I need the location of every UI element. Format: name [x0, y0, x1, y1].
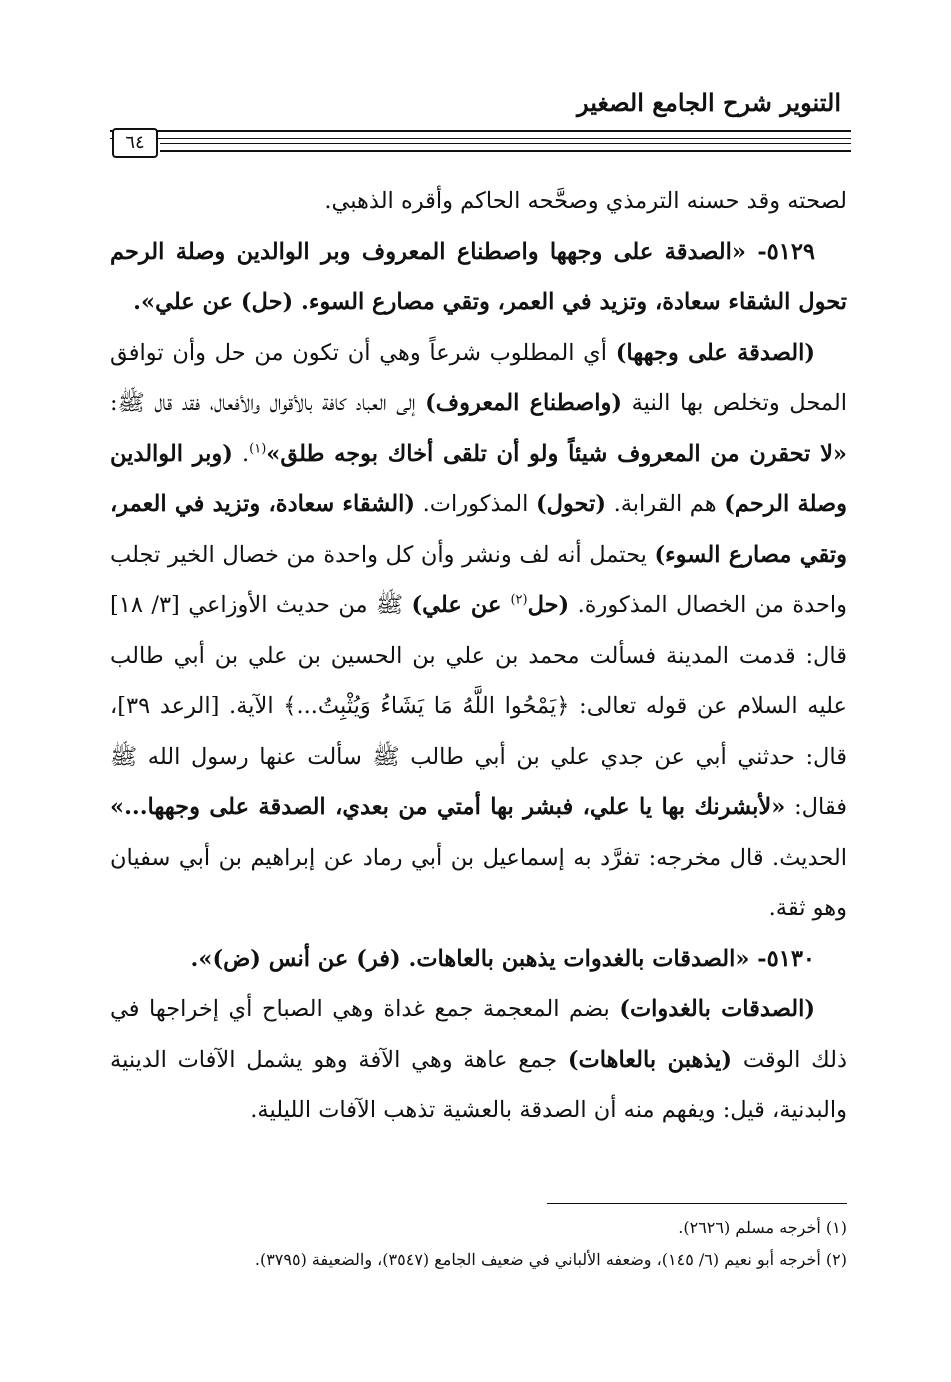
- commentary-text: ﷺ من حديث الأوزاعي [٣/ ١٨] قال: قدمت المدينة فسألت محمد بن علي بن الحسين بن علي بن أبي طالب عليه السلام عن قوله تعالى: ﴿يَمْحُوا اللَّهُ مَا يَشَاءُ وَيُثْبِتُ...﴾ الآية. [الرعد ٣٩]، قال: حدثني أبي عن جدي علي بن أبي طالب ﷺ سألت عنها رسول الله ﷺ فقال:: [110, 592, 848, 820]
- matn-quote: (يذهبن بالعاهات): [567, 1046, 733, 1073]
- commentary-text: بضم المعجمة جمع غداة وهي الصباح أي إخراجها في ذلك الوقت: [110, 996, 847, 1073]
- footnote-marker: (١): [249, 441, 267, 456]
- commentary-text: الحديث. قال مخرجه: تفرَّد به إسماعيل بن أبي رماد عن إبراهيم بن أبي سفيان وهو ثقة.: [110, 844, 847, 921]
- hadith-quote: «لا تحقرن من المعروف شيئاً ولو أن تلقى أخاك بوجه طلق»: [266, 440, 847, 467]
- hadith-quote: «لأبشرنك بها يا علي، فبشر بها أمتي من بعدي، الصدقة على وجهها...»: [110, 794, 786, 820]
- running-title: التنوير شرح الجامع الصغير: [577, 88, 841, 117]
- commentary-text: المذكورات.: [415, 491, 536, 517]
- header-rule: [110, 130, 851, 139]
- matn-quote: عن علي): [411, 592, 511, 618]
- commentary-5130: [110, 984, 847, 1136]
- commentary-text: هم القرابة.: [606, 491, 725, 517]
- footnotes: [110, 1212, 847, 1276]
- commentary-text: .: [232, 440, 250, 467]
- header-rule: [160, 143, 851, 152]
- matn-quote: (الصدقات بالغدوات): [619, 996, 815, 1022]
- paragraph: لصحته وقد حسنه الترمذي وصحَّحه الحاكم وأقره الذهبي.: [324, 188, 847, 214]
- matn-quote: (تحول): [535, 491, 606, 517]
- matn-quote: (الشقاء سعادة، وتزيد في العمر، وتقي مصارع السوء): [110, 491, 847, 568]
- footnote-marker: (٢): [510, 592, 528, 608]
- matn-quote: (واصطناع المعروف): [425, 390, 623, 416]
- main-text: [110, 176, 847, 1136]
- commentary-text: إلى العباد كافة بالأقوال والأفعال، فقد قال ﷺ:: [110, 390, 426, 416]
- commentary-5129: [110, 328, 847, 934]
- hadith-5129: ٥١٢٩- «الصدقة على وجهها واصطناع المعروف وبر الوالدين وصلة الرحم تحول الشقاء سعادة، وتزيد في العمر، وتقي مصارع السوء. (حل) عن علي».: [110, 238, 847, 315]
- footnote-1: (١) أخرجه مسلم (٢٦٢٦).: [678, 1218, 847, 1237]
- footnote-divider: [547, 1203, 847, 1204]
- matn-quote: (حل: [527, 592, 570, 618]
- footnote-2: (٢) أخرجه أبو نعيم (٦/ ١٤٥)، وضعفه الألباني في ضعيف الجامع (٣٥٤٧)، والضعيفة (٣٧٩٥).: [254, 1250, 847, 1269]
- matn-quote: (الصدقة على وجهها): [615, 339, 815, 366]
- matn-quote: (وبر الوالدين وصلة الرحم): [110, 440, 847, 517]
- commentary-text: يحتمل أنه لف ونشر وأن كل واحدة من خصال الخير تجلب واحدة من الخصال المذكورة.: [110, 541, 848, 618]
- commentary-text: أي المطلوب شرعاً وهي أن تكون من حل وأن توافق المحل وتخلص بها النية: [110, 339, 847, 416]
- commentary-text: جمع عاهة وهي الآفة وهو يشمل الآفات الدينية والبدنية، قيل: ويفهم منه أن الصدقة بالعشية تذهب الآفات الليلية.: [110, 1046, 847, 1123]
- page-number: ٦٤: [112, 128, 158, 158]
- hadith-5130: ٥١٣٠- «الصدقات بالغدوات يذهبن بالعاهات. (فر) عن أنس (ض)».: [190, 945, 815, 972]
